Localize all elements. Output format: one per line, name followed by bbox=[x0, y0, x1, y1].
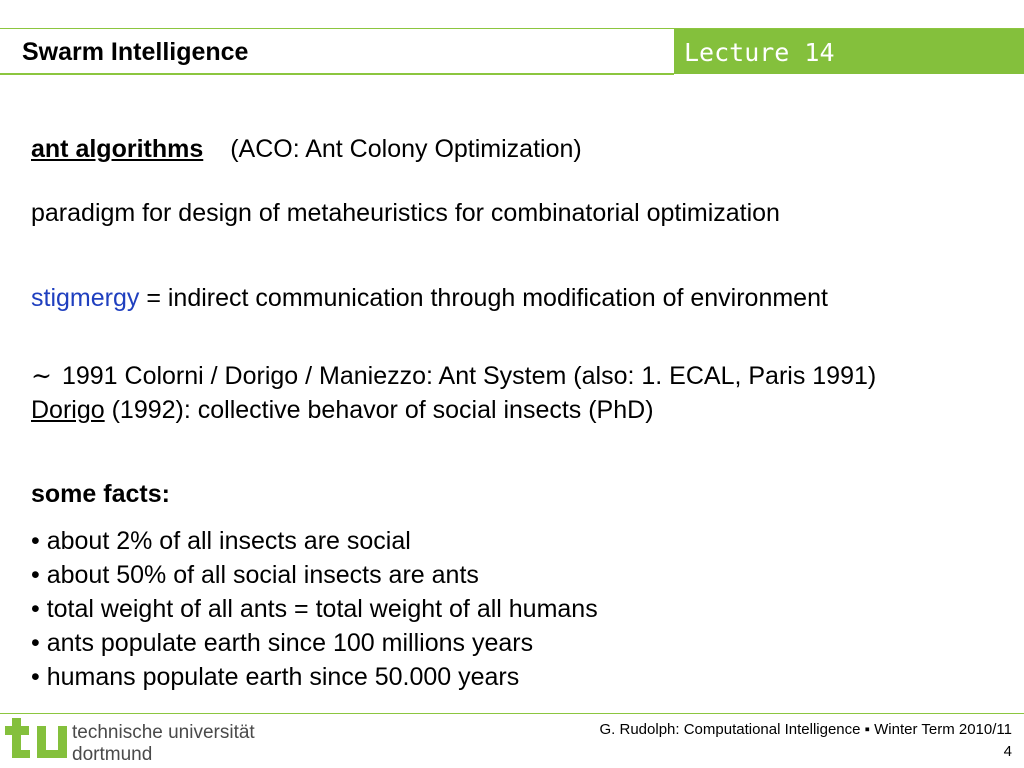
fact-item: • about 50% of all social insects are ants bbox=[31, 561, 479, 589]
facts-heading: some facts: bbox=[31, 480, 170, 508]
page-number: 4 bbox=[1003, 743, 1012, 760]
lecture-badge bbox=[674, 29, 1024, 74]
slide-title: Swarm Intelligence bbox=[22, 38, 249, 66]
history-text-2: (1992): collective behavor of social insects (PhD) bbox=[111, 396, 654, 424]
header-rule bbox=[0, 73, 674, 75]
heading-rest: (ACO: Ant Colony Optimization) bbox=[230, 135, 582, 163]
university-name bbox=[72, 722, 255, 766]
history-line-2 bbox=[31, 396, 654, 425]
history-line-1 bbox=[31, 361, 876, 391]
fact-item: • humans populate earth since 50.000 years bbox=[31, 663, 520, 691]
logo-text: tu bbox=[3, 716, 4, 717]
university-line-1: technische universität bbox=[72, 722, 255, 743]
footer-credit: G. Rudolph: Computational Intelligence ▪ Winter Term 2010/11 bbox=[599, 721, 1012, 738]
stigmergy-term: stigmergy bbox=[31, 284, 140, 312]
approx-symbol: ∼ bbox=[31, 361, 52, 390]
stigmergy-definition: = indirect communication through modification of environment bbox=[146, 284, 828, 312]
paradigm-line: paradigm for design of metaheuristics for combinatorial optimization bbox=[31, 199, 780, 227]
heading-line bbox=[31, 135, 582, 164]
history-text-1: 1991 Colorni / Dorigo / Maniezzo: Ant System (also: 1. ECAL, Paris 1991) bbox=[61, 362, 877, 390]
tu-logo-icon bbox=[3, 716, 67, 766]
lecture-label: Lecture 14 bbox=[684, 38, 835, 67]
fact-item: • total weight of all ants = total weight of all humans bbox=[31, 595, 598, 623]
university-line-2: dortmund bbox=[72, 744, 153, 765]
fact-item: • about 2% of all insects are social bbox=[31, 527, 411, 555]
dorigo-name: Dorigo bbox=[31, 396, 105, 424]
heading-term: ant algorithms bbox=[31, 135, 204, 163]
footer-rule bbox=[0, 713, 1024, 714]
fact-item: • ants populate earth since 100 millions years bbox=[31, 629, 534, 657]
stigmergy-line bbox=[31, 284, 828, 313]
